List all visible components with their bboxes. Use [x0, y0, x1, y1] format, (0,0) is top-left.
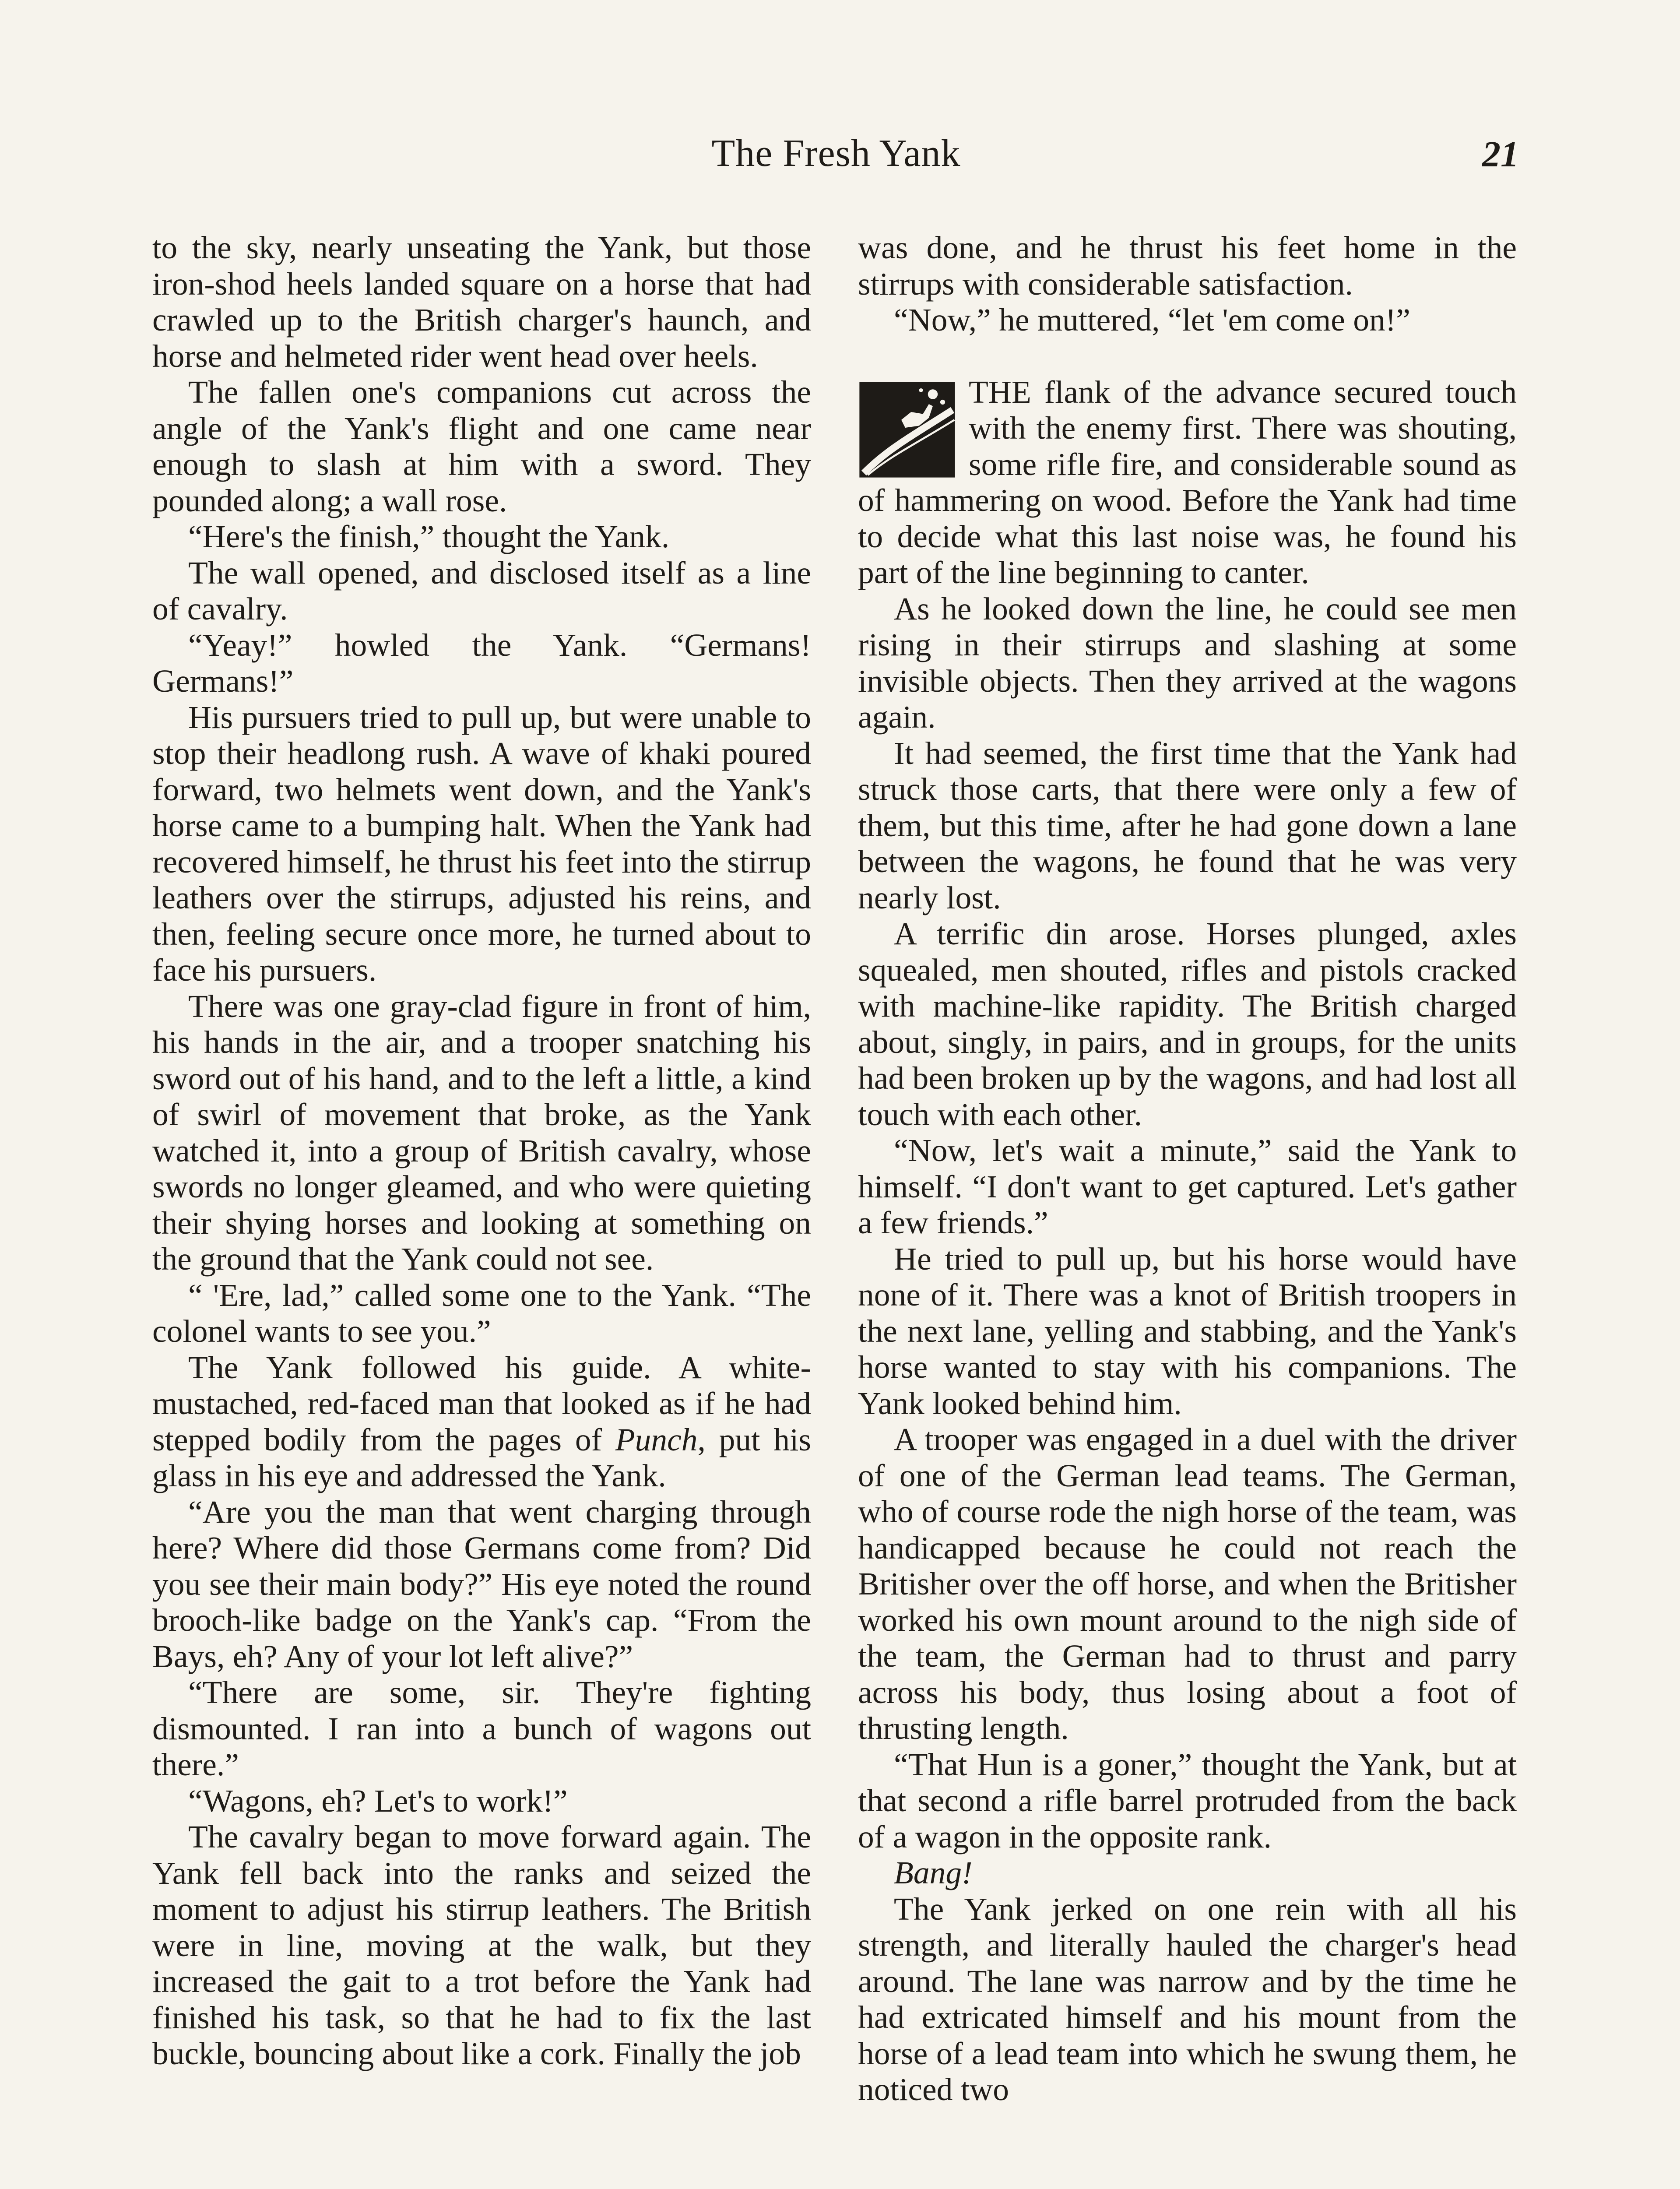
- paragraph: “Here's the finish,” thought the Yank.: [188, 519, 670, 554]
- paragraph: The fallen one's companions cut across the angle of the Yank's flight and one came near enough to slash at him with a sword. They pounded along; a wall rose.: [152, 374, 811, 518]
- paragraph: [858, 1855, 1517, 1891]
- running-title: The Fresh Yank: [711, 132, 961, 175]
- paragraph: “ 'Ere, lad,” called some one to the Yank. “The colonel wants to see you.”: [152, 1277, 811, 1349]
- page-number: 21: [1482, 134, 1519, 175]
- text-run: , put his glass in his eye and addressed the Yank.: [152, 1422, 811, 1493]
- text-run: The Yank followed his guide. A white-mustached, red-faced man that looked as if he had stepped bodily from the pages of: [152, 1349, 811, 1457]
- section-lead-word: THE: [969, 374, 1031, 410]
- paragraph: A terrific din arose. Horses plunged, axles squealed, men shouted, rifles and pistols cracked with machine-like rapidity. The British charged about, singly, in pairs, and in groups, for the units had been broken up by the wagons, and had lost all touch with each other.: [858, 916, 1517, 1132]
- paragraph: “That Hun is a goner,” thought the Yank, but at that second a rifle barrel protruded from the back of a wagon in the opposite rank.: [858, 1746, 1517, 1855]
- horse-rider-ornament-icon: [858, 380, 956, 479]
- paragraph: As he looked down the line, he could see men rising in their stirrups and slashing at some invisible objects. Then they arrived at the wagons again.: [858, 591, 1517, 735]
- paragraph: His pursuers tried to pull up, but were unable to stop their headlong rush. A wave of khaki poured forward, two helmets went down, and the Yank's horse came to a bumping halt. When the Yank had recovered himself, he thrust his feet into the stirrup leathers over the stirrups, adjusted his reins, and then, feeling secure once more, he turned about to face his pursuers.: [152, 699, 811, 988]
- paragraph: It had seemed, the first time that the Yank had struck those carts, that there were only a few of them, but this time, after he had gone down a lane between the wagons, he found that he was very nearly lost.: [858, 735, 1517, 915]
- paragraph: “Yeay!” howled the Yank. “Germans! Germans!”: [152, 627, 811, 699]
- paragraph: “Now, let's wait a minute,” said the Yank to himself. “I don't want to get captured. Let's gather a few friends.”: [858, 1133, 1517, 1240]
- right-column: [858, 230, 1517, 2108]
- paragraph: The wall opened, and disclosed itself as a line of cavalry.: [152, 555, 811, 626]
- paragraph: He tried to pull up, but his horse would have none of it. There was a knot of British troopers in the next lane, yelling and stabbing, and the Yank's horse wanted to stay with his companions. The Yank looked behind him.: [858, 1241, 1517, 1421]
- paragraph: was done, and he thrust his feet home in the stirrups with considerable satisfaction.: [858, 230, 1517, 302]
- paragraph: to the sky, nearly unseating the Yank, but those iron-shod heels landed square on a horse that had crawled up to the British charger's haunch, and horse and helmeted rider went head over heels.: [152, 230, 811, 374]
- paragraph: “Wagons, eh? Let's to work!”: [188, 1783, 568, 1819]
- left-column: [152, 230, 811, 2072]
- text-run: flank of the advance secured touch with the enemy first. There was shouting, some rifle fire, and considerable sound as of hammering on wood. Before the Yank had time to decide what this last noise was, he found his part of the line beginning to canter.: [858, 374, 1517, 590]
- italic-exclamation: Bang!: [894, 1855, 973, 1890]
- paragraph: The cavalry began to move forward again. The Yank fell back into the ranks and seized the moment to adjust his stirrup leathers. The British were in line, moving at the walk, but they increased the gait to a trot before the Yank had finished his task, so that he had to fix the last buckle, bouncing about like a cork. Finally the job: [152, 1819, 811, 2071]
- paragraph: “There are some, sir. They're fighting dismounted. I ran into a bunch of wagons out there.”: [152, 1675, 811, 1782]
- paragraph: “Now,” he muttered, “let 'em come on!”: [894, 302, 1410, 338]
- running-head: [153, 131, 1519, 188]
- section-opening-paragraph: [858, 374, 1517, 591]
- paragraph: The Yank jerked on one rein with all his strength, and literally hauled the charger's head around. The lane was narrow and by the time he had extricated himself and his mount from the horse of a lead team into which he swung them, he noticed two: [858, 1891, 1517, 2107]
- paragraph: “Are you the man that went charging through here? Where did those Germans come from? Did you see their main body?” His eye noted the round brooch-like badge on the Yank's cap. “From the Bays, eh? Any of your lot left alive?”: [152, 1494, 811, 1674]
- paragraph: [152, 1350, 811, 1494]
- italic-title: Punch: [615, 1422, 698, 1457]
- paragraph: A trooper was engaged in a duel with the driver of one of the German lead teams. The German, who of course rode the nigh horse of the team, was handicapped because he could not reach the Britisher over the off horse, and when the Britisher worked his own mount around to the nigh side of the team, the German had to thrust and parry across his body, thus losing about a foot of thrusting length.: [858, 1422, 1517, 1746]
- paragraph: There was one gray-clad figure in front of him, his hands in the air, and a trooper snatching his sword out of his hand, and to the left a little, a kind of swirl of movement that broke, as the Yank watched it, into a group of British cavalry, whose swords no longer gleamed, and who were quieting their shying horses and looking at something on the ground that the Yank could not see.: [152, 988, 811, 1277]
